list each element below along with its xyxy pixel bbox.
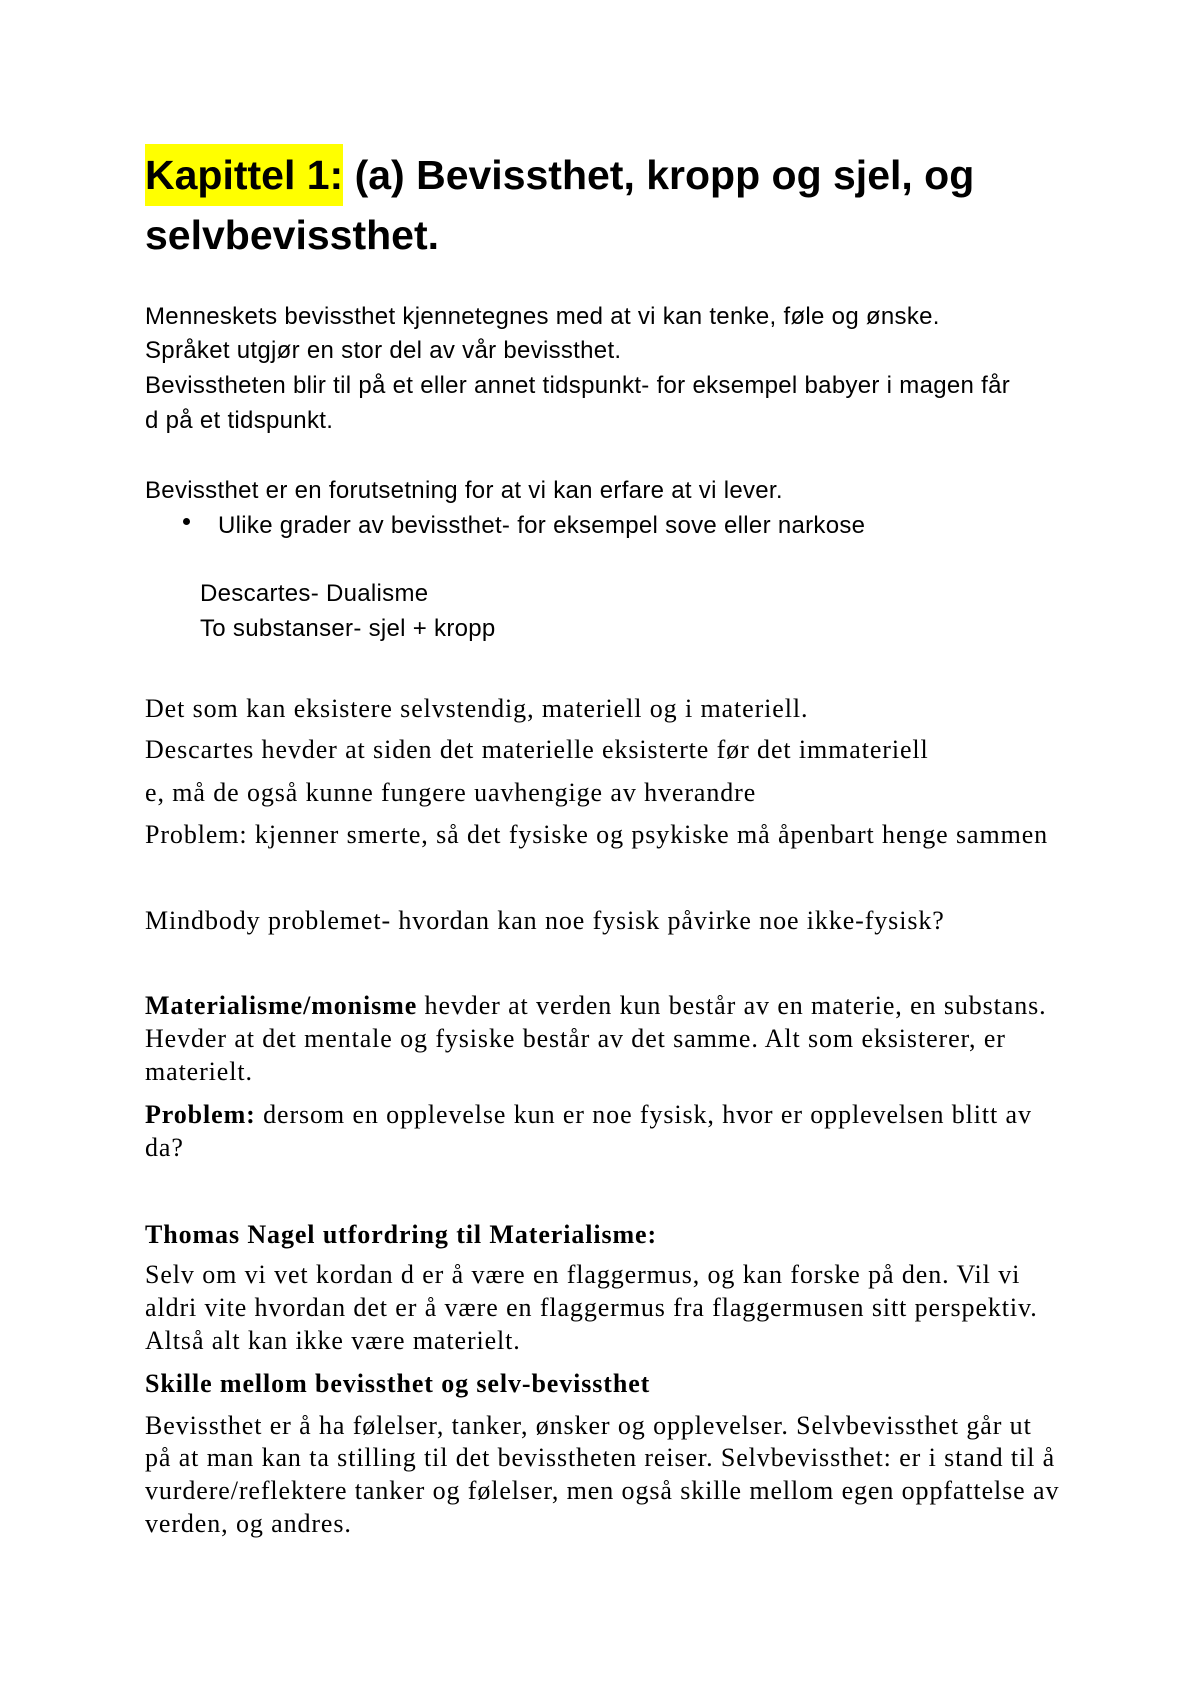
problem-line-2: da?: [145, 1133, 184, 1162]
descartes-line-3: e, må de også kunne fungere uavhengige av hverandre: [145, 778, 757, 807]
chapter-label: Kapittel 1:: [145, 144, 343, 206]
chapter-title-line-2: selvbevissthet.: [145, 212, 439, 258]
chapter-title-line-1: [145, 150, 974, 200]
distinction-heading: Skille mellom bevissthet og selv-bevissthet: [145, 1369, 651, 1398]
intro-line-4: d på et tidspunkt.: [145, 407, 334, 434]
intro-line-3: Bevisstheten blir til på et eller annet tidspunkt- for eksempel babyer i magen får: [145, 372, 1011, 399]
nagel-line-1: Selv om vi vet kordan d er å være en flaggermus, og kan forske på den. Vil vi: [145, 1260, 1021, 1289]
problem-line-1: [145, 1099, 1032, 1131]
materialism-line-2: Hevder at det mentale og fysiske består av det samme. Alt som eksisterer, er: [145, 1024, 1006, 1053]
nagel-heading: Thomas Nagel utfordring til Materialisme:: [145, 1220, 658, 1249]
distinction-line-1: Bevissthet er å ha følelser, tanker, ønsker og opplevelser. Selvbevissthet går ut: [145, 1411, 1032, 1440]
chapter-title-text: (a) Bevissthet, kropp og sjel, og: [343, 152, 975, 198]
descartes-line-1: Det som kan eksistere selvstendig, materiell og i materiell.: [145, 694, 809, 723]
materialism-line-1: [145, 990, 1047, 1022]
materialism-line-1-text: hevder at verden kun består av en materie, en substans.: [417, 991, 1047, 1020]
precondition-line: Bevissthet er en forutsetning for at vi kan erfare at vi lever.: [145, 477, 783, 504]
distinction-line-3: vurdere/reflektere tanker og følelser, men også skille mellom egen oppfattelse av: [145, 1476, 1060, 1505]
distinction-line-4: verden, og andres.: [145, 1509, 352, 1538]
materialism-term: Materialisme/monisme: [145, 991, 418, 1020]
descartes-line-2: Descartes hevder at siden det materielle eksisterte før det immateriell: [145, 735, 929, 764]
nagel-line-2: aldri vite hvordan det er å være en flaggermus fra flaggermusen sitt perspektiv.: [145, 1293, 1038, 1322]
mindbody-line: Mindbody problemet- hvordan kan noe fysisk påvirke noe ikke-fysisk?: [145, 906, 945, 935]
nagel-line-3: Altså alt kan ikke være materielt.: [145, 1326, 521, 1355]
bullet-marker: [183, 518, 190, 525]
materialism-line-3: materielt.: [145, 1057, 253, 1086]
descartes-line-4: Problem: kjenner smerte, så det fysiske og psykiske må åpenbart henge sammen: [145, 820, 1049, 849]
bullet-item: Ulike grader av bevissthet- for eksempel sove eller narkose: [218, 512, 866, 539]
distinction-line-2: på at man kan ta stilling til det bevisstheten reiser. Selvbevissthet: er i stand til å: [145, 1443, 1056, 1472]
problem-label: Problem:: [145, 1100, 256, 1129]
intro-line-2: Språket utgjør en stor del av vår bevissthet.: [145, 337, 622, 364]
problem-line-1-text: dersom en opplevelse kun er noe fysisk, hvor er opplevelsen blitt av: [255, 1100, 1032, 1129]
dualism-line-1: Descartes- Dualisme: [200, 580, 429, 607]
intro-line-1: Menneskets bevissthet kjennetegnes med at vi kan tenke, føle og ønske.: [145, 303, 940, 330]
dualism-line-2: To substanser- sjel + kropp: [200, 615, 496, 642]
